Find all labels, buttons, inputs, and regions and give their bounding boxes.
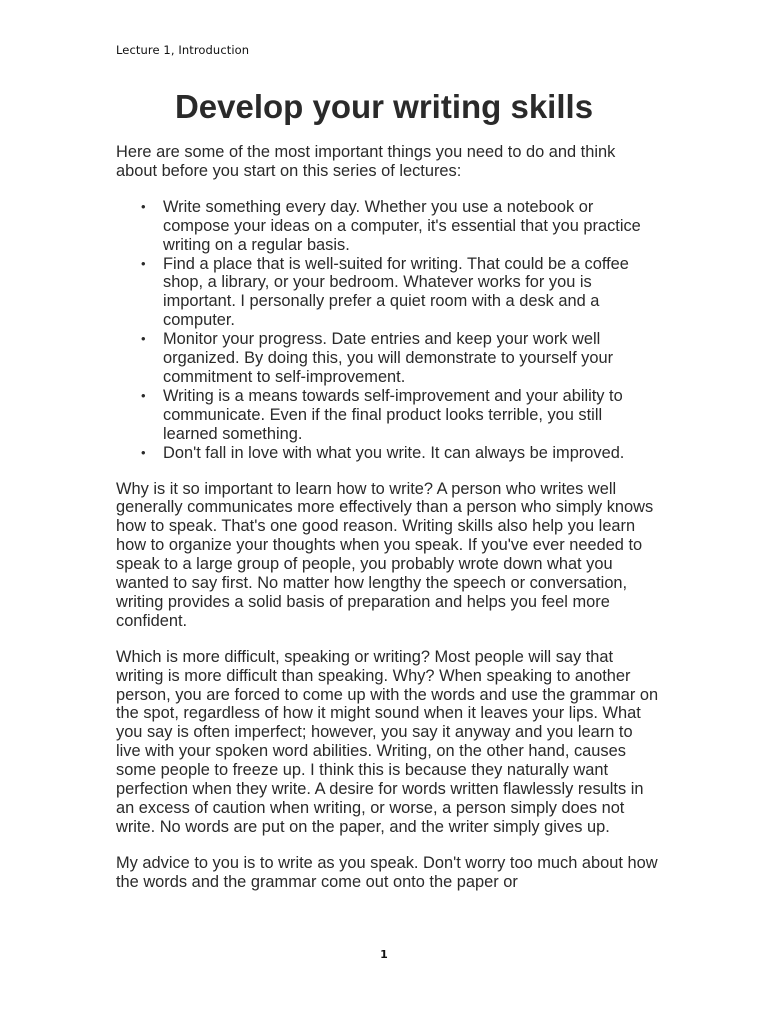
list-item <box>141 254 660 331</box>
running-header: Lecture 1, Introduction <box>116 43 250 57</box>
body-paragraph: Why is it so important to learn how to write? A person who writes well generally communicates more effectively than a person who simply knows how to speak. That's one good reason. Writing skills also help you learn how to organize your thoughts when you speak. If you've ever needed to speak to a large group of people, you probably wrote down what you wanted to say first. No matter how lengthy the speech or conversation, writing provides a solid basis of preparation and helps you feel more confident. <box>116 479 654 630</box>
list-item-text: Write something every day. Whether you use a notebook or compose your ideas on a computer, it's essential that you practice writing on a regular basis. <box>163 197 641 254</box>
tips-list <box>116 198 660 463</box>
intro-paragraph: Here are some of the most important things you need to do and think about before you start on this series of lectures: <box>116 143 616 180</box>
list-item <box>141 330 660 387</box>
list-item-text: Find a place that is well-suited for writing. That could be a coffee shop, a library, or your bedroom. Whatever works for you is important. I personally prefer a quiet room with a desk and a computer. <box>163 254 629 330</box>
bullet-icon: • <box>141 444 146 460</box>
page-number: 1 <box>380 948 388 961</box>
page-title: Develop your writing skills <box>174 88 594 125</box>
body-paragraph: Which is more difficult, speaking or writing? Most people will say that writing is more difficult than speaking. Why? When speaking to another person, you are forced to come up with the words and use the grammar on the spot, regardless of how it might sound when it leaves your lips. What you say is often imperfect; however, you say it anyway and you learn to live with your spoken word abilities. Writing, on the other hand, causes some people to freeze up. I think this is because they naturally want perfection when they write. A desire for words written flawlessly results in an excess of caution when writing, or worse, a person simply does not write. No words are put on the paper, and the writer simply gives up. <box>116 647 659 836</box>
list-item <box>141 386 660 444</box>
bullet-icon: • <box>141 198 146 214</box>
document-body <box>116 143 660 909</box>
list-item <box>141 197 660 255</box>
list-item-text: Monitor your progress. Date entries and keep your work well organized. By doing this, you will demonstrate to yourself your commitment to self-improvement. <box>163 330 614 386</box>
bullet-icon: • <box>141 255 146 271</box>
list-item <box>141 443 660 463</box>
list-item-text: Don't fall in love with what you write. It can always be improved. <box>163 443 625 462</box>
bullet-icon: • <box>141 331 146 347</box>
list-item-text: Writing is a means towards self-improvement and your ability to communicate. Even if the final product looks terrible, you still learned something. <box>163 386 623 443</box>
body-paragraph: My advice to you is to write as you speak. Don't worry too much about how the words and the grammar come out onto the paper or <box>116 853 658 891</box>
bullet-icon: • <box>141 387 146 403</box>
